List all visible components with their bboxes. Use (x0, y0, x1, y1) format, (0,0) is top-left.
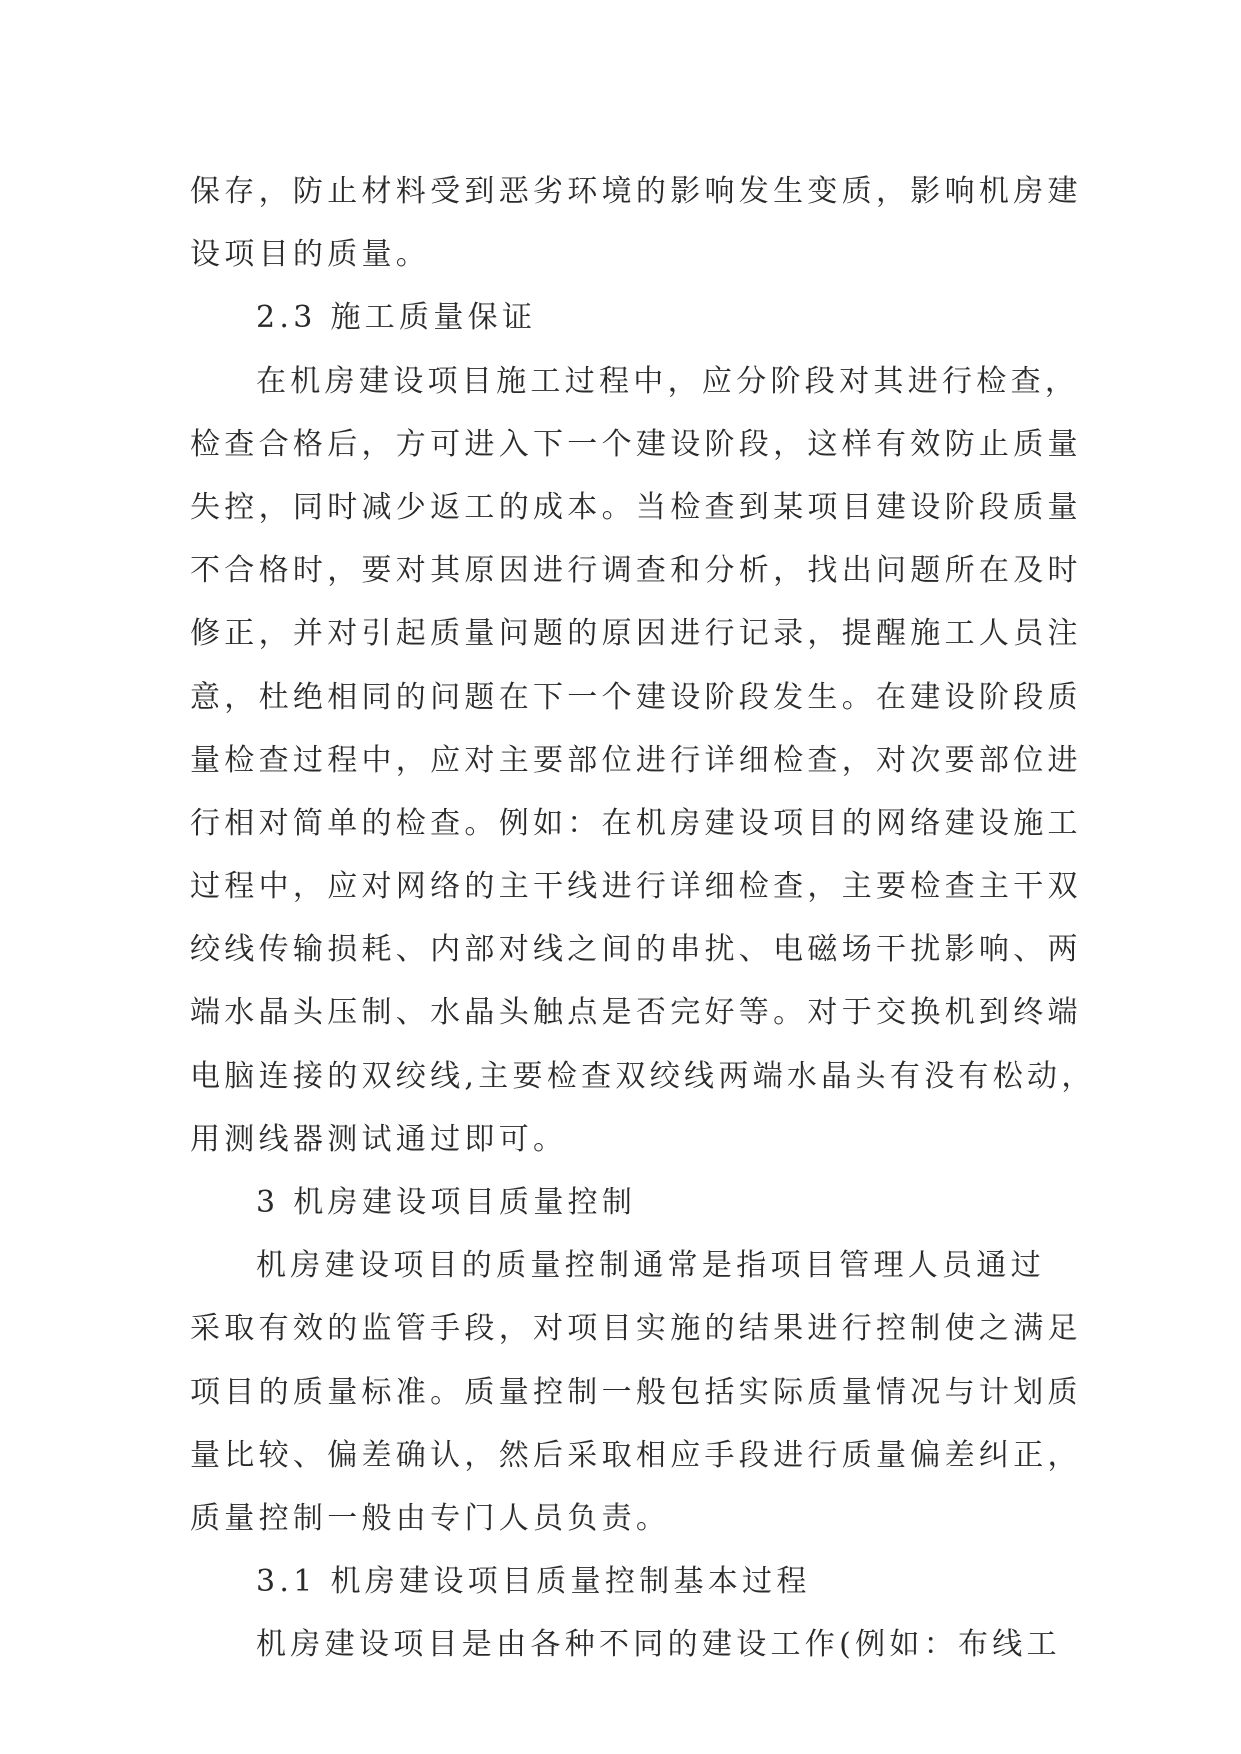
text-line: 检查合格后，方可进入下一个建设阶段，这样有效防止质量 (190, 426, 1082, 462)
text-line: 意，杜绝相同的问题在下一个建设阶段发生。在建设阶段质 (190, 679, 1082, 715)
section-heading-2-3: 2.3 施工质量保证 (256, 300, 537, 336)
text-line: 不合格时，要对其原因进行调查和分析，找出问题所在及时 (190, 553, 1082, 589)
text-line: 过程中，应对网络的主干线进行详细检查，主要检查主干双 (190, 869, 1082, 905)
text-line: 电脑连接的双绞线,主要检查双绞线两端水晶头有没有松动， (190, 1058, 1096, 1094)
paragraph-start: 机房建设项目的质量控制通常是指项目管理人员通过 (256, 1248, 1045, 1284)
text-line: 采取有效的监管手段，对项目实施的结果进行控制使之满足 (190, 1311, 1082, 1347)
text-line: 量比较、偏差确认，然后采取相应手段进行质量偏差纠正， (190, 1437, 1082, 1473)
paragraph-start: 在机房建设项目施工过程中，应分阶段对其进行检查， (256, 363, 1080, 399)
text-line: 行相对简单的检查。例如：在机房建设项目的网络建设施工 (190, 805, 1082, 841)
text-line: 用测线器测试通过即可。 (190, 1121, 568, 1157)
paragraph-start: 机房建设项目是由各种不同的建设工作(例如：布线工 (256, 1627, 1061, 1663)
body-text (190, 160, 1096, 1677)
text-line: 失控，同时减少返工的成本。当检查到某项目建设阶段质量 (190, 489, 1082, 525)
text-line: 保存，防止材料受到恶劣环境的影响发生变质，影响机房建 (190, 174, 1082, 209)
text-line: 量检查过程中，应对主要部位进行详细检查，对次要部位进 (190, 742, 1082, 778)
text-line: 设项目的质量。 (190, 237, 431, 273)
text-line: 端水晶头压制、水晶头触点是否完好等。对于交换机到终端 (190, 995, 1082, 1031)
text-line: 质量控制一般由专门人员负责。 (190, 1500, 671, 1536)
section-heading-3: 3 机房建设项目质量控制 (256, 1185, 637, 1220)
text-line: 修正，并对引起质量问题的原因进行记录，提醒施工人员注 (190, 616, 1082, 652)
text-line: 绞线传输损耗、内部对线之间的串扰、电磁场干扰影响、两 (190, 932, 1082, 968)
text-line: 项目的质量标准。质量控制一般包括实际质量情况与计划质 (190, 1374, 1082, 1410)
section-heading-3-1: 3.1 机房建设项目质量控制基本过程 (256, 1564, 811, 1600)
